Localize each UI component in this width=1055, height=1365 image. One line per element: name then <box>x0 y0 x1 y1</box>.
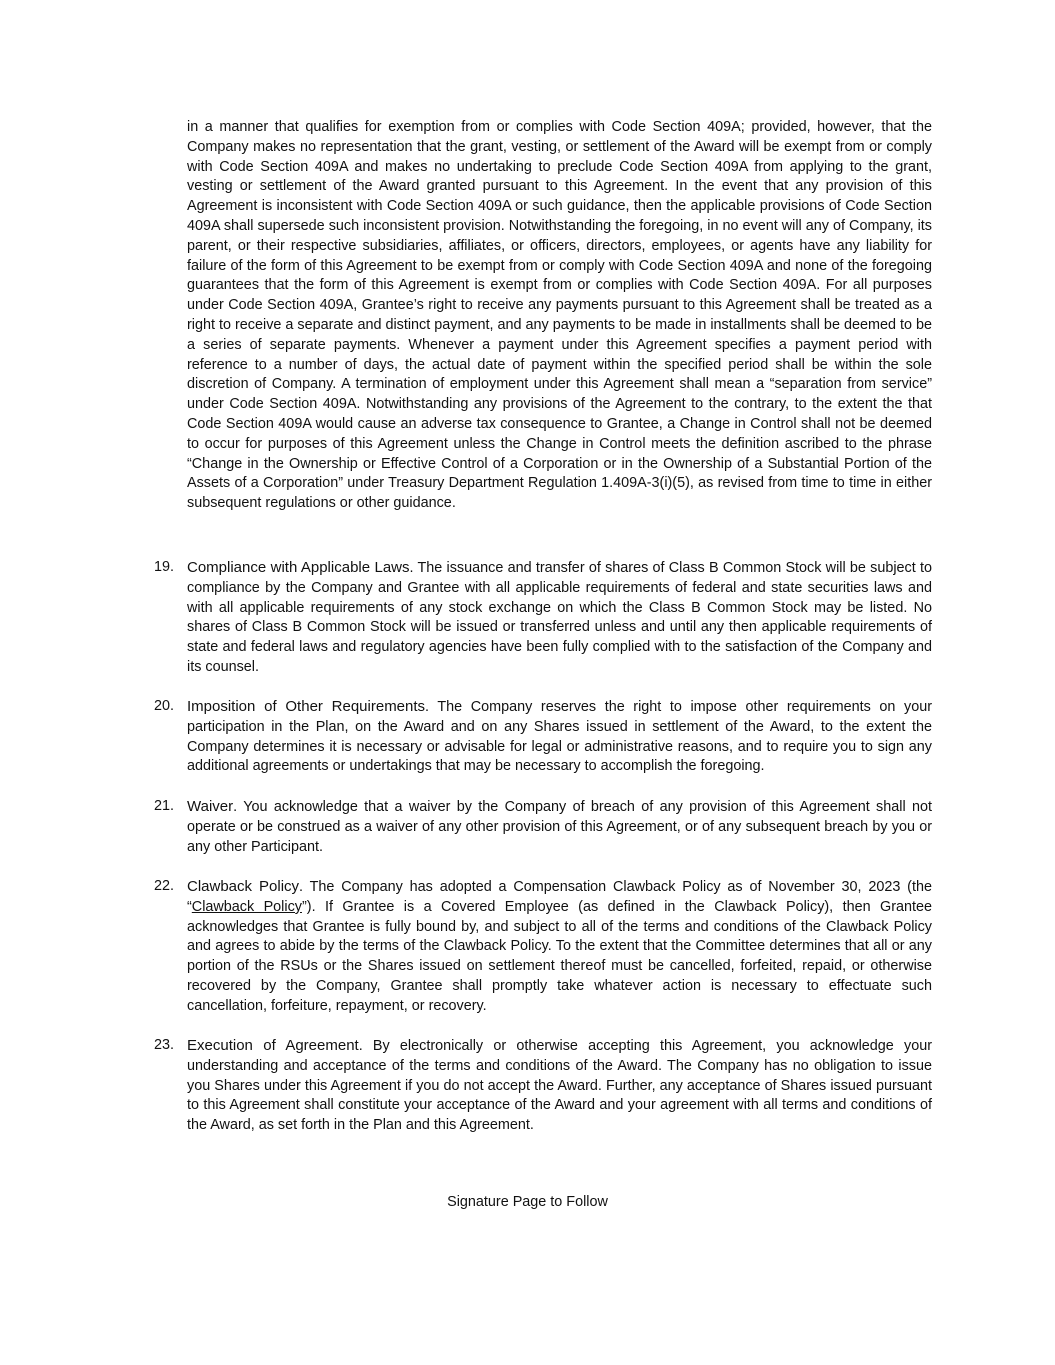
section-text: . The Company has adopted a Compensation Clawback Policy as of November 30, 2023 (the “ <box>187 879 932 915</box>
signature-page-note: Signature Page to Follow <box>447 1194 608 1210</box>
section-18-continuation: in a manner that qualifies for exemption from or complies with Code Section 409A; provided, however, that the Company makes no representation that the grant, vesting, or settlement of the Award will be exempt from or comply with Code Section 409A and makes no undertaking to preclude Code Section 409A from applying to the grant, vesting or settlement of the Award granted pursuant to this Agreement. In the event that any provision of this Agreement is inconsistent with Code Section 409A or such guidance, then the applicable provisions of Code Section 409A shall supersede such inconsistent provision. Notwithstanding the foregoing, in no event will any of Company, its parent, or their respective subsidiaries, affiliates, or officers, directors, employees, or agents have any liability for failure of the form of this Agreement to be exempt from or comply with Code Section 409A and none of the foregoing guarantees that the form of this Agreement is exempt from or complies with Code Section 409A. For all purposes under Code Section 409A, Grantee’s right to receive any payments pursuant to this Agreement shall be treated as a right to receive a separate and distinct payment, and any payments to be made in installments shall be deemed to be a series of separate payments. Whenever a payment under this Agreement specifies a payment period with reference to a number of days, the actual date of payment within the specified period shall be within the sole discretion of Company. A termination of employment under this Agreement shall mean a “separation from service” under Code Section 409A. Notwithstanding any provisions of the Agreement to the contrary, to the extent the that Code Section 409A would cause an adverse tax consequence to Grantee, a Change in Control shall not be deemed to occur for purposes of this Agreement unless the Change in Control meets the definition ascribed to the phrase “Change in the Ownership or Effective Control of a Corporation or in the Ownership of a Substantial Portion of the Assets of a Corporation” under Treasury Department Regulation 1.409A-3(i)(5), as revised from time to time in either subsequent regulations or other guidance. <box>187 119 932 512</box>
section-body <box>187 797 932 857</box>
section-22 <box>154 877 932 1017</box>
section-number: 19. <box>154 559 175 575</box>
section-text: . By electronically or otherwise accepting this Agreement, you acknowledge your understanding and acceptance of the terms and conditions of the Award. The Company has no obligation to issue you Shares under this Agreement if you do not accept the Award. Further, any acceptance of Shares issued pursuant to this Agreement shall constitute your acceptance of the Award and your agreement with all terms and conditions of the Award, as set forth in the Plan and this Agreement. <box>187 1038 932 1134</box>
section-heading: Clawback Policy <box>187 878 300 895</box>
section-heading: Imposition of Other Requirements <box>187 698 426 715</box>
section-text: . You acknowledge that a waiver by the Company of breach of any provision of this Agreement shall not operate or be construed as a waiver of any other provision of this Agreement, or of any subsequent breach by you or any other Participant. <box>187 799 932 855</box>
section-body <box>187 697 932 777</box>
section-number: 22. <box>154 878 175 894</box>
section-20 <box>154 697 932 777</box>
section-number: 20. <box>154 698 175 714</box>
section-heading: Compliance with Applicable Laws <box>187 559 410 576</box>
section-body <box>187 1036 932 1136</box>
section-body <box>187 558 932 678</box>
section-body <box>187 877 932 1017</box>
defined-term-clawback-policy: Clawback Policy <box>191 898 302 915</box>
section-number: 23. <box>154 1037 175 1053</box>
section-heading: Execution of Agreement <box>187 1037 359 1054</box>
section-text: . The issuance and transfer of shares of Class B Common Stock will be subject to compliance by the Company and Grantee with all applicable requirements of federal and state securities laws and with all applicable requirements of any stock exchange on which the Class B Common Stock may be listed. No shares of Class B Common Stock will be issued or transferred unless and until any then applicable requirements of state and federal laws and regulatory agencies have been fully complied with to the satisfaction of the Company and its counsel. <box>187 560 932 675</box>
section-23 <box>154 1036 932 1136</box>
section-number: 21. <box>154 798 175 814</box>
section-19 <box>154 558 932 678</box>
section-heading: Waiver <box>187 798 234 815</box>
section-21 <box>154 797 932 857</box>
section-text: . The Company reserves the right to impose other requirements on your participation in the Plan, on the Award and on any Shares issued in settlement of the Award, to the extent the Company determines it is necessary or advisable for legal or administrative reasons, and to require you to sign any additional agreements or undertakings that may be necessary to accomplish the foregoing. <box>187 699 932 775</box>
section-text-continued: ”). If Grantee is a Covered Employee (as defined in the Clawback Policy), then Grantee acknowledges that Grantee is fully bound by, and subject to all of the terms and conditions of the Clawback Policy and agrees to abide by the terms of the Clawback Policy. To the extent that the Committee determines that all or any portion of the RSUs or the Shares issued on settlement thereof must be cancelled, forfeited, repaid, or otherwise recovered by the Company, Grantee shall promptly take whatever action is necessary to effectuate such cancellation, forfeiture, repayment, or recovery. <box>187 898 932 1014</box>
